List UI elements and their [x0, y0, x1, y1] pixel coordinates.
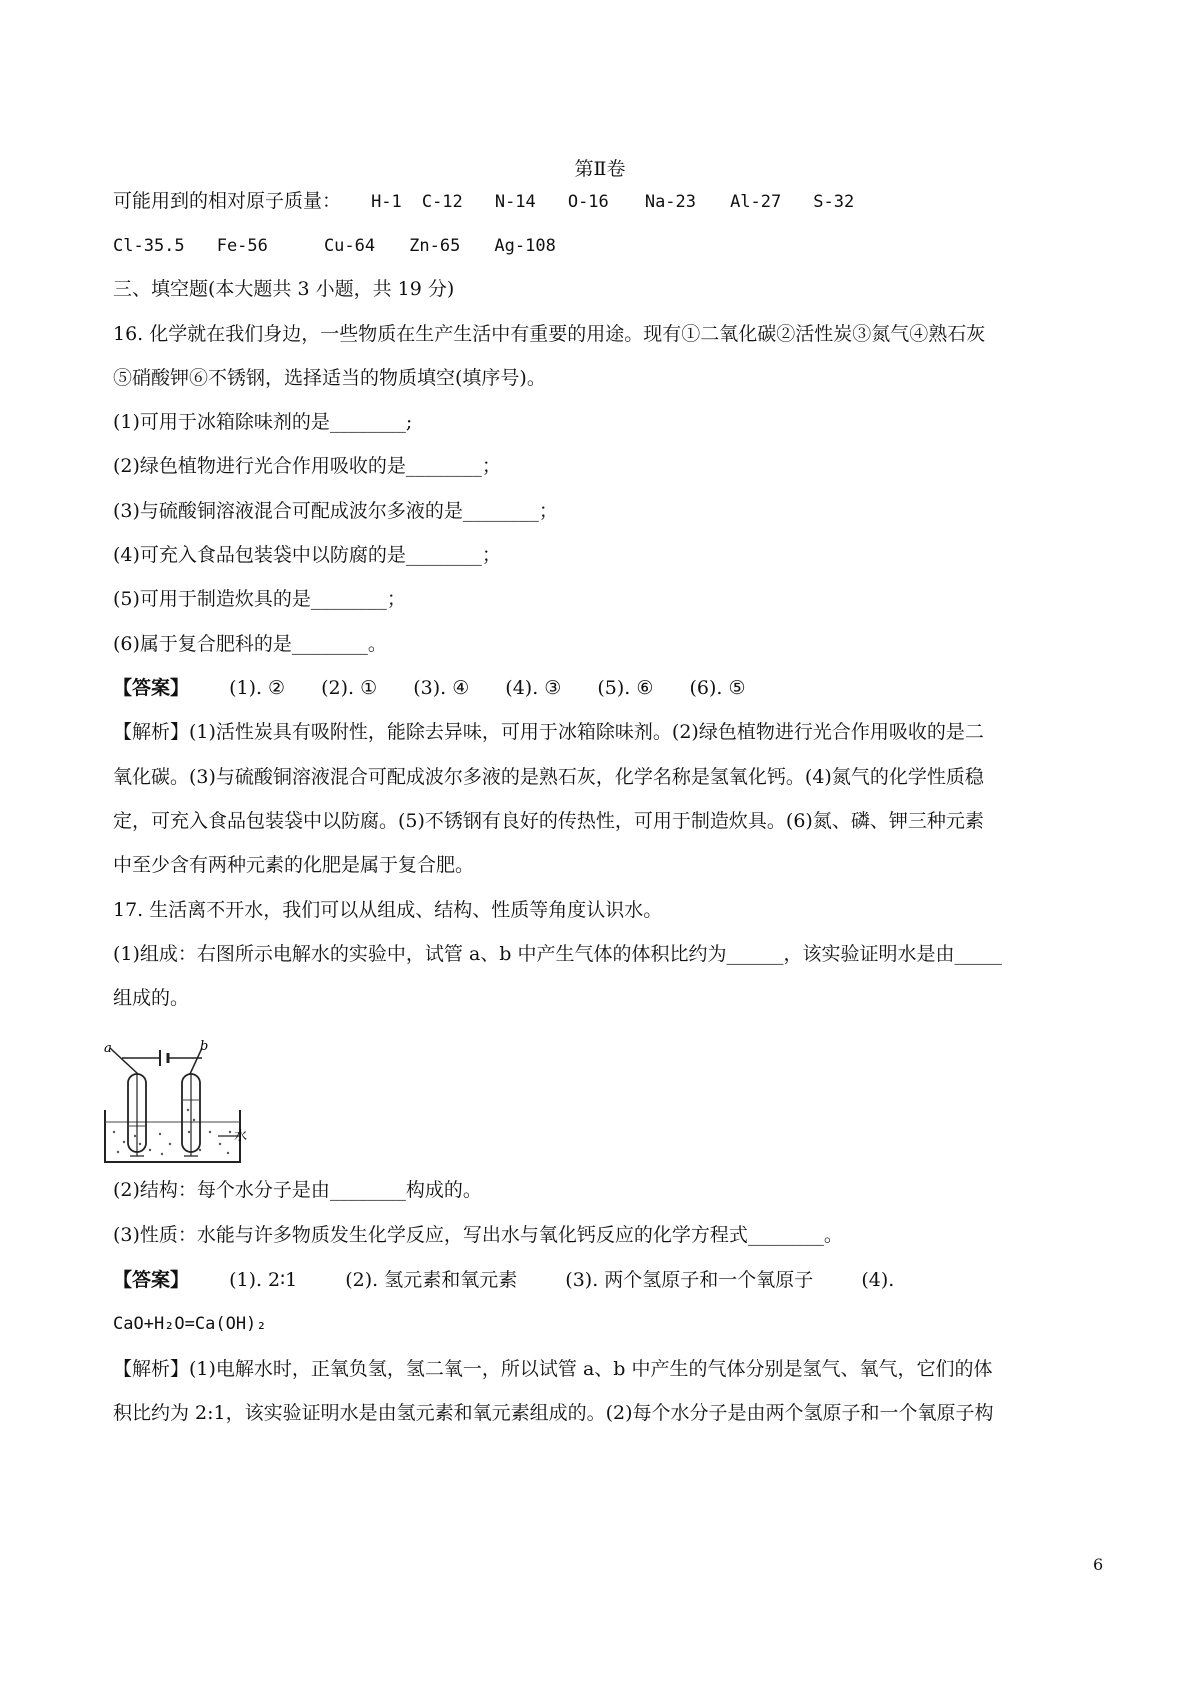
atomic-mass-item: Cl-35.5 — [113, 236, 185, 256]
atomic-mass-item: Zn-65 — [409, 236, 461, 256]
atomic-mass-label: 可能用到的相对原子质量： — [113, 190, 342, 212]
answer-item: (1). ② — [229, 677, 286, 699]
q16-item-6: (6)属于复合肥科的是________。 — [113, 633, 387, 655]
q17-analysis-line-1: 【解析】(1)电解水时，正氧负氢，氢二氧一，所以试管 a、b 中产生的气体分别是氢气、氧气，它们的体 — [113, 1358, 993, 1380]
q16-analysis-line-1: 【解析】(1)活性炭具有吸附性，能除去异味，可用于冰箱除味剂。(2)绿色植物进行光合作用吸收的是二 — [113, 721, 984, 743]
atomic-mass-item: Na-23 — [644, 192, 697, 212]
q16-analysis-line-3: 定，可充入食品包装袋中以防腐。(5)不锈钢有良好的传热性，可用于制造炊具。(6)氮、磷、钾三种元素 — [113, 810, 984, 832]
answer-item: (5). ⑥ — [597, 677, 654, 699]
atomic-mass-item: S-32 — [813, 192, 855, 212]
q17-answer-equation: CaO+H₂O=Ca(OH)₂ — [113, 1314, 267, 1334]
q17-item-3: (3)性质：水能与许多物质发生化学反应，写出水与氧化钙反应的化学方程式________。 — [113, 1224, 843, 1246]
q17-item-1-line-1: (1)组成：右图所示电解水的实验中，试管 a、b 中产生气体的体积比约为______，该实验证明水是由_____ — [113, 943, 1002, 965]
q17-answer-line — [113, 1267, 936, 1293]
atomic-mass-row-1 — [113, 188, 854, 215]
figure-label-a: a — [104, 1041, 112, 1056]
q16-analysis-line-2: 氧化碳。(3)与硫酸铜溶液混合可配成波尔多液的是熟石灰，化学名称是氢氧化钙。(4)氮气的化学性质稳 — [113, 766, 984, 788]
section-heading: 三、填空题(本大题共 3 小题，共 19 分) — [113, 278, 455, 300]
electrolysis-diagram — [100, 1040, 250, 1168]
q16-item-3: (3)与硫酸铜溶液混合可配成波尔多液的是________； — [113, 500, 558, 522]
q16-item-1: (1)可用于冰箱除味剂的是________; — [113, 411, 413, 433]
answer-item: (3). 两个氢原子和一个氧原子 — [565, 1269, 814, 1291]
answer-item: (3). ④ — [413, 677, 470, 699]
atomic-mass-item: O-16 — [567, 192, 609, 212]
figure-label-water: 水 — [234, 1129, 248, 1144]
q16-item-5: (5)可用于制造炊具的是________； — [113, 588, 406, 610]
atomic-mass-item: Fe-56 — [216, 236, 268, 256]
answer-item: (2). ① — [321, 677, 378, 699]
answer-item: (1). 2∶1 — [229, 1269, 298, 1291]
atomic-mass-item: N-14 — [494, 192, 536, 212]
atomic-mass-item: Ag-108 — [494, 236, 556, 256]
answer-tag: 【答案】 — [113, 1269, 190, 1291]
q17-item-1-line-2: 组成的。 — [113, 987, 190, 1009]
answer-item: (4). ③ — [505, 677, 562, 699]
atomic-mass-row-2 — [113, 232, 556, 259]
atomic-mass-item: Cu-64 — [323, 236, 376, 256]
q16-analysis-line-4: 中至少含有两种元素的化肥是属于复合肥。 — [113, 854, 475, 876]
section-title: 第Ⅱ卷 — [574, 158, 626, 180]
q17-analysis-line-2: 积比约为 2:1，该实验证明水是由氢元素和氧元素组成的。(2)每个水分子是由两个氢原子和一个氧原子构 — [113, 1402, 994, 1424]
answer-tag: 【答案】 — [113, 677, 190, 699]
atomic-mass-item: H-1 — [371, 192, 402, 212]
q16-stem-line-1: 16. 化学就在我们身边，一些物质在生产生活中有重要的用途。现有①二氧化碳②活性炭③氮气④熟石灰 — [113, 323, 986, 345]
answer-item: (6). ⑤ — [689, 677, 746, 699]
q17-item-2: (2)结构：每个水分子是由________构成的。 — [113, 1179, 482, 1201]
q16-item-4: (4)可充入食品包装袋中以防腐的是________； — [113, 544, 501, 566]
q16-item-2: (2)绿色植物进行光合作用吸收的是________； — [113, 455, 501, 477]
q17-stem: 17. 生活离不开水，我们可以从组成、结构、性质等角度认识水。 — [113, 899, 663, 921]
answer-item: (2). 氢元素和氧元素 — [345, 1269, 518, 1291]
q16-stem-line-2: ⑤硝酸钾⑥不锈钢，选择适当的物质填空(填序号)。 — [113, 367, 546, 389]
atomic-mass-item: C-12 — [421, 192, 463, 212]
q16-answer-line — [113, 675, 775, 701]
figure-label-b: b — [200, 1040, 209, 1054]
answer-item: (4). — [861, 1269, 895, 1291]
page-number: 6 — [1093, 1555, 1104, 1574]
atomic-mass-item: Al-27 — [730, 192, 782, 212]
